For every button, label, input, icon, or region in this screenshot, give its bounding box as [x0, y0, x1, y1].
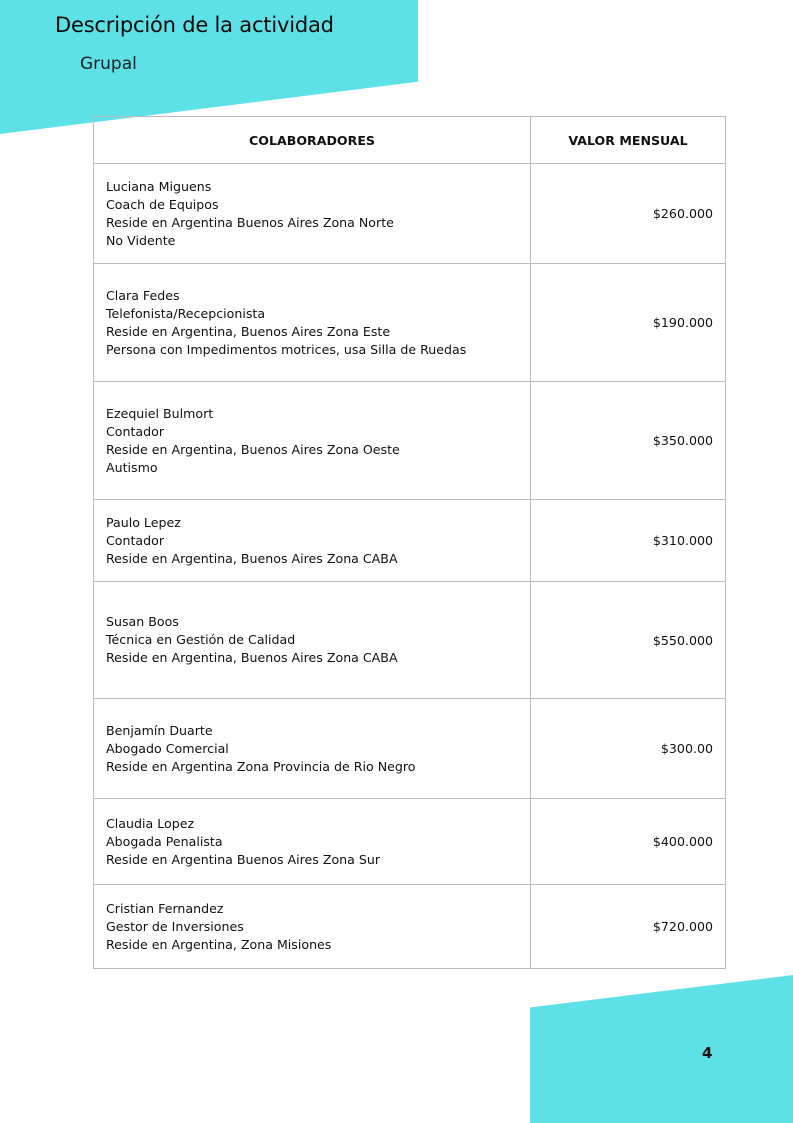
collaborator-line: Cristian Fernandez — [106, 900, 224, 916]
collaborator-line: Benjamín Duarte — [106, 722, 213, 738]
collaborator-line: Reside en Argentina, Zona Misiones — [106, 936, 332, 952]
table-row — [94, 164, 726, 264]
monthly-value-cell: $350.000 — [531, 382, 726, 500]
collaborator-line: Reside en Argentina Zona Provincia de Rio Negro — [106, 758, 416, 774]
column-header-collaborators: COLABORADORES — [94, 117, 531, 164]
collaborator-line: Paulo Lepez — [106, 514, 181, 530]
collaborator-line: Coach de Equipos — [106, 196, 219, 212]
collaborator-line: Luciana Miguens — [106, 178, 212, 194]
collaborator-cell — [94, 885, 531, 969]
collaborator-line: Autismo — [106, 459, 158, 475]
collaborator-line: Contador — [106, 423, 165, 439]
collaborator-cell — [94, 164, 531, 264]
collaborator-line: Reside en Argentina, Buenos Aires Zona Este — [106, 323, 391, 339]
table-row — [94, 264, 726, 382]
collaborator-line: Técnica en Gestión de Calidad — [106, 632, 296, 647]
monthly-value-cell: $400.000 — [531, 799, 726, 885]
monthly-value-cell: $310.000 — [531, 500, 726, 582]
collaborator-line: Telefonista/Recepcionista — [106, 305, 266, 321]
collaborator-line: Abogada Penalista — [106, 833, 223, 849]
collaborator-cell — [94, 799, 531, 885]
table-row — [94, 799, 726, 885]
monthly-value-cell: $550.000 — [531, 582, 726, 699]
table-row — [94, 382, 726, 500]
monthly-value-cell: $300.00 — [531, 699, 726, 799]
collaborator-line: No Vidente — [106, 232, 176, 248]
monthly-value-cell: $190.000 — [531, 264, 726, 382]
collaborator-line: Ezequiel Bulmort — [106, 405, 214, 421]
table-row — [94, 500, 726, 582]
collaborator-cell — [94, 582, 531, 699]
table-row — [94, 699, 726, 799]
page-subtitle: Grupal — [80, 54, 137, 74]
footer-accent-shape — [530, 975, 793, 1123]
collaborator-line: Abogado Comercial — [106, 740, 229, 756]
collaborator-cell — [94, 500, 531, 582]
page-title: Descripción de la actividad — [55, 13, 334, 37]
collaborator-line: Claudia Lopez — [106, 815, 195, 831]
collaborator-line: Persona con Impedimentos motrices, usa Silla de Ruedas — [106, 341, 467, 357]
monthly-value-cell: $260.000 — [531, 164, 726, 264]
collaborator-line: Reside en Argentina, Buenos Aires Zona CABA — [106, 550, 398, 566]
collaborator-line: Reside en Argentina Buenos Aires Zona Sur — [106, 851, 381, 867]
collaborator-line: Reside en Argentina, Buenos Aires Zona CABA — [106, 650, 398, 665]
column-header-monthly-value: VALOR MENSUAL — [531, 117, 726, 164]
collaborators-table — [93, 116, 726, 969]
collaborator-cell — [94, 699, 531, 799]
collaborator-line: Clara Fedes — [106, 287, 180, 303]
collaborator-line: Susan Boos — [106, 614, 179, 629]
collaborator-line: Reside en Argentina, Buenos Aires Zona Oeste — [106, 441, 400, 457]
collaborator-line: Reside en Argentina Buenos Aires Zona Norte — [106, 214, 394, 230]
collaborator-line: Gestor de Inversiones — [106, 918, 244, 934]
collaborator-line: Contador — [106, 532, 165, 548]
page-number: 4 — [702, 1044, 713, 1062]
table-row — [94, 582, 726, 699]
monthly-value-cell: $720.000 — [531, 885, 726, 969]
collaborator-cell — [94, 382, 531, 500]
collaborator-cell — [94, 264, 531, 382]
table-row — [94, 885, 726, 969]
